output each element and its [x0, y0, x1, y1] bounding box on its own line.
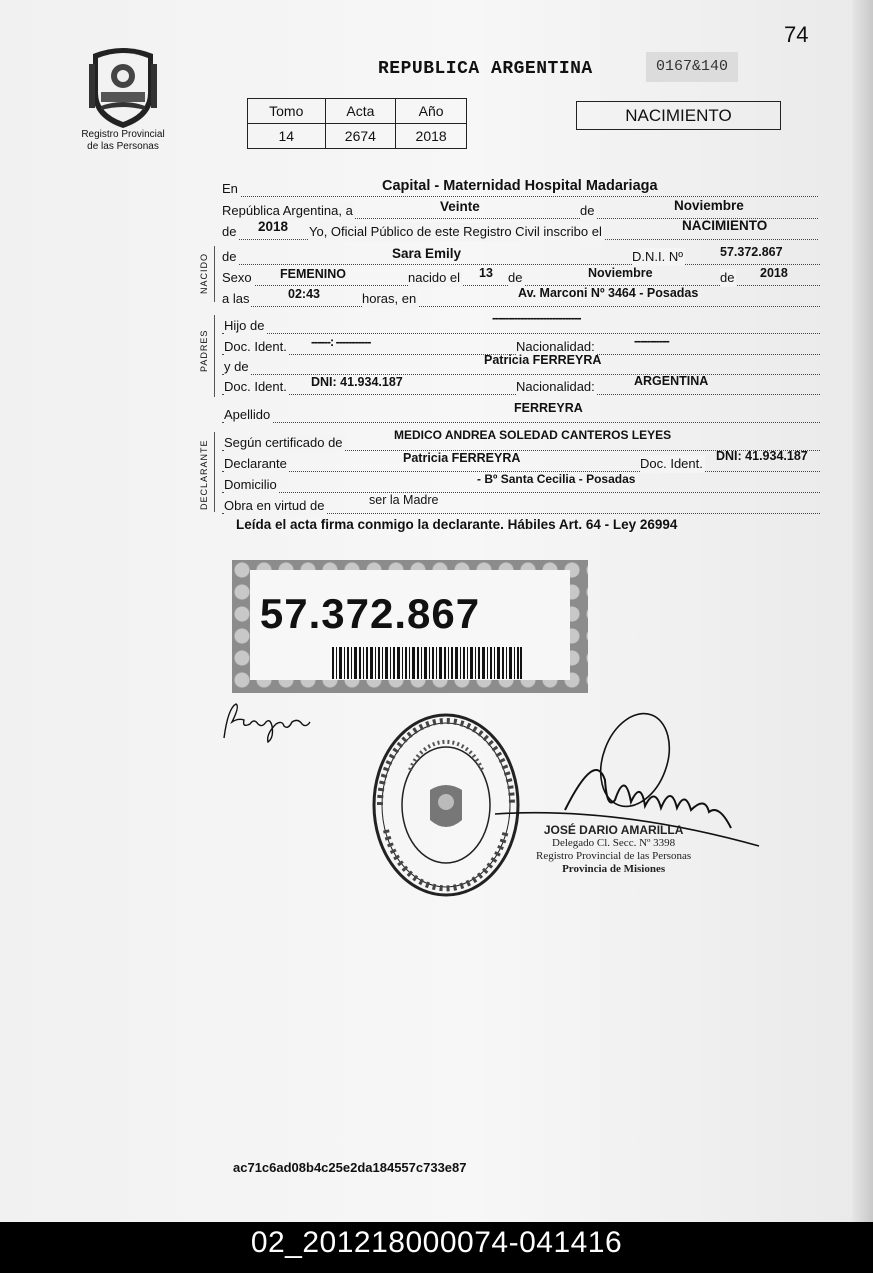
label-de: de — [508, 270, 523, 285]
value-father-nationality: ----------- — [634, 334, 669, 348]
label-de: de — [580, 203, 595, 218]
barcode-icon — [332, 647, 522, 679]
label-nacionalidad: Nacionalidad: — [516, 339, 595, 354]
value-birth-time: 02:43 — [288, 287, 320, 301]
value-birth-address: Av. Marconi Nº 3464 - Posadas — [518, 286, 699, 300]
value-by-virtue: ser la Madre — [369, 493, 439, 507]
label-declarante: Declarante — [224, 456, 287, 471]
label-nacionalidad: Nacionalidad: — [516, 379, 595, 394]
serial-number: 0167&140 — [646, 52, 738, 82]
record-table-cell: 2674 — [325, 124, 396, 149]
value-birth-year: 2018 — [760, 266, 788, 280]
page-number: 74 — [784, 22, 809, 47]
dni-sticker-number: 57.372.867 — [259, 590, 481, 637]
label-certificado: Según certificado de — [224, 435, 343, 450]
section-brace — [214, 432, 215, 512]
label-doc-ident: Doc. Ident. — [224, 339, 287, 354]
value-place: Capital - Maternidad Hospital Madariaga — [382, 178, 658, 194]
value-certificate: MEDICO ANDREA SOLEDAD CANTEROS LEYES — [394, 428, 672, 442]
record-table-header-row — [248, 99, 467, 124]
value-sex: FEMENINO — [280, 267, 346, 281]
value-month: Noviembre — [674, 198, 744, 213]
value-mother-doc: DNI: 41.934.187 — [311, 375, 403, 389]
declarant-signature-icon — [220, 698, 320, 748]
value-declarant-doc: DNI: 41.934.187 — [716, 449, 808, 463]
value-year: 2018 — [258, 219, 289, 234]
label-doc-ident: Doc. Ident. — [640, 456, 703, 471]
official-stamp — [536, 824, 691, 876]
label-en: En — [222, 181, 238, 196]
document-hash: ac71c6ad08b4c25e2da184557c733e87 — [233, 1160, 467, 1175]
value-father-name: ---------------------------- — [492, 311, 581, 325]
label-horas: horas, en — [362, 291, 417, 306]
label-dni: D.N.I. Nº — [632, 249, 683, 264]
value-birth-month: Noviembre — [588, 266, 653, 280]
value-child-name: Sara Emily — [392, 246, 462, 261]
value-birth-day: 13 — [479, 266, 493, 280]
section-brace — [214, 246, 215, 302]
label-y-de: y de — [224, 359, 249, 374]
value-surname: FERREYRA — [514, 401, 583, 415]
label-oficial: Yo, Oficial Público de este Registro Civil inscribo el — [309, 224, 602, 239]
label-doc-ident: Doc. Ident. — [224, 379, 287, 394]
value-father-doc: ------: ----------- — [311, 335, 371, 349]
official-position: Delegado Cl. Secc. Nº 3398 — [552, 837, 676, 849]
republic-title: REPUBLICA ARGENTINA — [378, 59, 593, 79]
section-brace — [214, 315, 215, 397]
page-edge — [852, 0, 873, 1222]
official-province: Provincia de Misiones — [562, 863, 666, 875]
record-table-cell: 14 — [248, 124, 326, 149]
value-act-type: NACIMIENTO — [682, 218, 768, 233]
value-declarant: Patricia FERREYRA — [403, 451, 521, 465]
reading-note: Leída el acta firma conmigo la declarante. Hábiles Art. 64 - Ley 26994 — [236, 517, 678, 532]
label-republica: República Argentina, a — [222, 203, 353, 218]
record-table-header: Acta — [325, 99, 396, 124]
registry-caption-line2: de las Personas — [87, 141, 159, 152]
official-registry: Registro Provincial de las Personas — [536, 850, 692, 862]
label-de: de — [222, 249, 237, 264]
record-table-value-row — [248, 124, 467, 149]
value-domicile: - Bº Santa Cecilia - Posadas — [477, 472, 636, 486]
record-table-header: Tomo — [248, 99, 326, 124]
record-table — [247, 98, 467, 149]
value-day: Veinte — [440, 199, 480, 214]
footer-code: 02_201218000074-041416 — [250, 1226, 623, 1259]
footer-bar — [0, 1222, 873, 1273]
record-table-header: Año — [396, 99, 467, 124]
registry-caption — [60, 129, 186, 153]
label-a-las: a las — [222, 291, 250, 306]
section-label-declarante: DECLARANTE — [199, 439, 209, 510]
label-nacido: nacido el — [408, 270, 461, 285]
registry-caption-line1: Registro Provincial — [81, 129, 165, 140]
label-sexo: Sexo — [222, 270, 252, 285]
label-hijo: Hijo de — [224, 318, 265, 333]
value-mother-name: Patricia FERREYRA — [484, 353, 602, 367]
value-child-dni: 57.372.867 — [720, 245, 783, 259]
section-label-padres: PADRES — [199, 329, 209, 372]
record-table-cell: 2018 — [396, 124, 467, 149]
label-domicilio: Domicilio — [224, 477, 277, 492]
province-crest-icon — [87, 44, 159, 130]
label-de: de — [222, 224, 237, 239]
dni-sticker-inner — [250, 570, 570, 680]
label-de: de — [720, 270, 735, 285]
label-obra: Obra en virtud de — [224, 498, 325, 513]
record-type-box: NACIMIENTO — [576, 101, 781, 130]
label-apellido: Apellido — [224, 407, 271, 422]
value-mother-nationality: ARGENTINA — [634, 374, 709, 388]
section-label-nacido: NACIDO — [199, 252, 209, 294]
dni-sticker — [232, 560, 588, 693]
official-name: JOSÉ DARIO AMARILLA — [543, 823, 684, 837]
